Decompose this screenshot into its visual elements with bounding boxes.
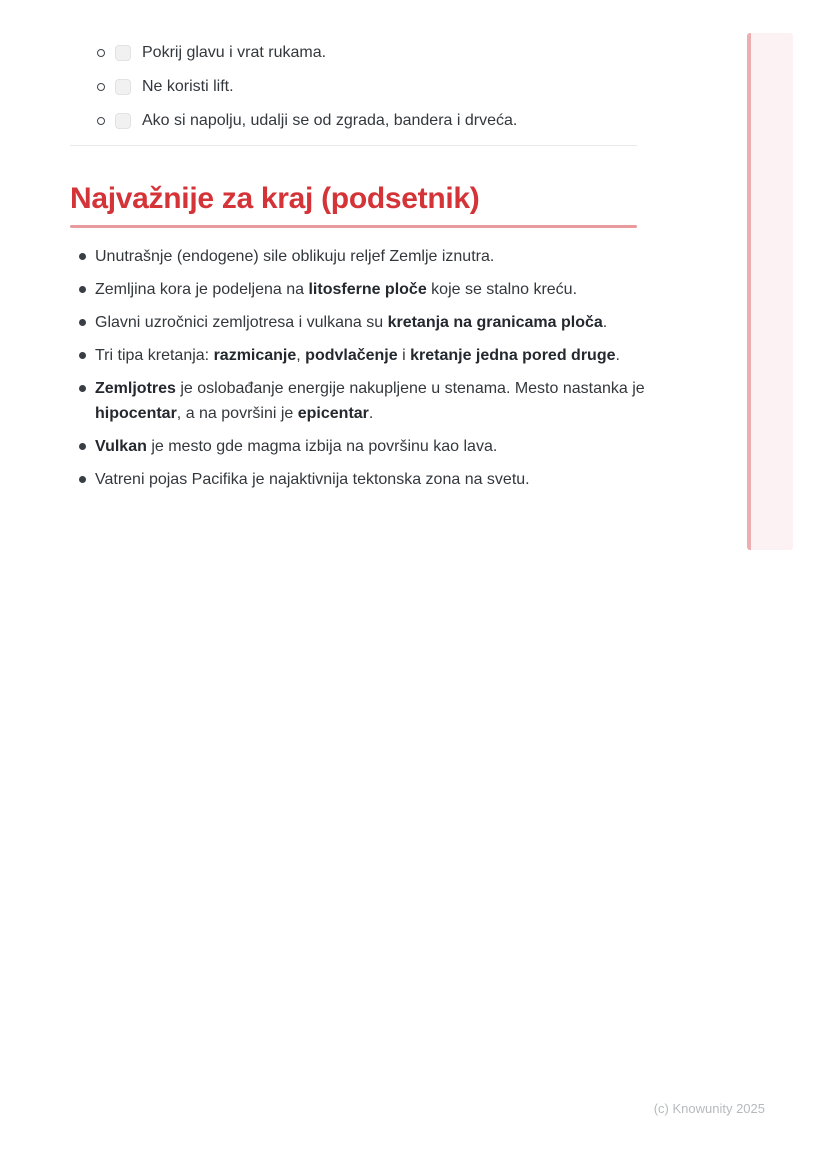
- text-segment: .: [602, 314, 608, 331]
- text-segment: i: [397, 347, 411, 364]
- bullet-icon: [79, 286, 86, 293]
- checklist-item-label: Ne koristi lift.: [142, 77, 234, 95]
- list-item: [70, 376, 650, 426]
- checkbox[interactable]: [115, 45, 131, 61]
- checklist: [70, 0, 650, 133]
- bullet-icon: [79, 476, 86, 483]
- section-divider: [70, 145, 637, 146]
- list-item: [70, 434, 650, 459]
- text-segment: .: [368, 405, 374, 422]
- bold-text-segment: razmicanje: [213, 347, 297, 364]
- section-title: Najvažnije za kraj (podsetnik): [70, 182, 480, 215]
- document-page: [70, 0, 650, 500]
- scrollbar[interactable]: [747, 33, 793, 550]
- summary-list: [70, 244, 650, 492]
- text-segment: Glavni uzročnici zemljotresa i vulkana su: [95, 314, 388, 331]
- list-item: [70, 343, 650, 368]
- bullet-icon: [79, 443, 86, 450]
- bold-text-segment: kretanja na granicama ploča: [387, 314, 603, 331]
- list-item: [70, 310, 650, 335]
- checkbox[interactable]: [115, 113, 131, 129]
- text-segment: , a na površini je: [176, 405, 298, 422]
- circle-marker-icon: [97, 117, 105, 125]
- title-underline: [70, 225, 637, 228]
- circle-marker-icon: [97, 49, 105, 57]
- bullet-icon: [79, 385, 86, 392]
- text-segment: je oslobađanje energije nakupljene u stenama. Mesto nastanka je: [175, 380, 645, 397]
- text-segment: Vatreni pojas Pacifika je najaktivnija tektonska zona na svetu.: [95, 471, 530, 488]
- circle-marker-icon: [97, 83, 105, 91]
- bullet-icon: [79, 253, 86, 260]
- checklist-item: [70, 74, 650, 99]
- bold-text-segment: litosferne ploče: [308, 281, 427, 298]
- checklist-item: [70, 108, 650, 133]
- bold-text-segment: podvlačenje: [305, 347, 398, 364]
- footer-copyright: (c) Knowunity 2025: [653, 1101, 765, 1116]
- text-segment: Tri tipa kretanja:: [95, 347, 214, 364]
- checklist-item: [70, 40, 650, 65]
- bold-text-segment: epicentar: [297, 405, 369, 422]
- bold-text-segment: kretanje jedna pored druge: [410, 347, 616, 364]
- text-segment: ,: [296, 347, 306, 364]
- text-segment: Unutrašnje (endogene) sile oblikuju reljef Zemlje iznutra.: [95, 248, 495, 265]
- checkbox[interactable]: [115, 79, 131, 95]
- list-item: [70, 277, 650, 302]
- checklist-item-label: Pokrij glavu i vrat rukama.: [142, 43, 327, 61]
- checklist-item-label: Ako si napolju, udalji se od zgrada, bandera i drveća.: [142, 111, 518, 129]
- bold-text-segment: hipocentar: [95, 405, 177, 422]
- list-item: [70, 244, 650, 269]
- text-segment: je mesto gde magma izbija na površinu kao lava.: [146, 438, 498, 455]
- bullet-icon: [79, 319, 86, 326]
- bullet-icon: [79, 352, 86, 359]
- bold-text-segment: Zemljotres: [95, 380, 176, 397]
- text-segment: .: [615, 347, 620, 364]
- text-segment: Zemljina kora je podeljena na: [95, 281, 309, 298]
- text-segment: koje se stalno kreću.: [426, 281, 578, 298]
- bold-text-segment: Vulkan: [95, 438, 147, 455]
- list-item: [70, 467, 650, 492]
